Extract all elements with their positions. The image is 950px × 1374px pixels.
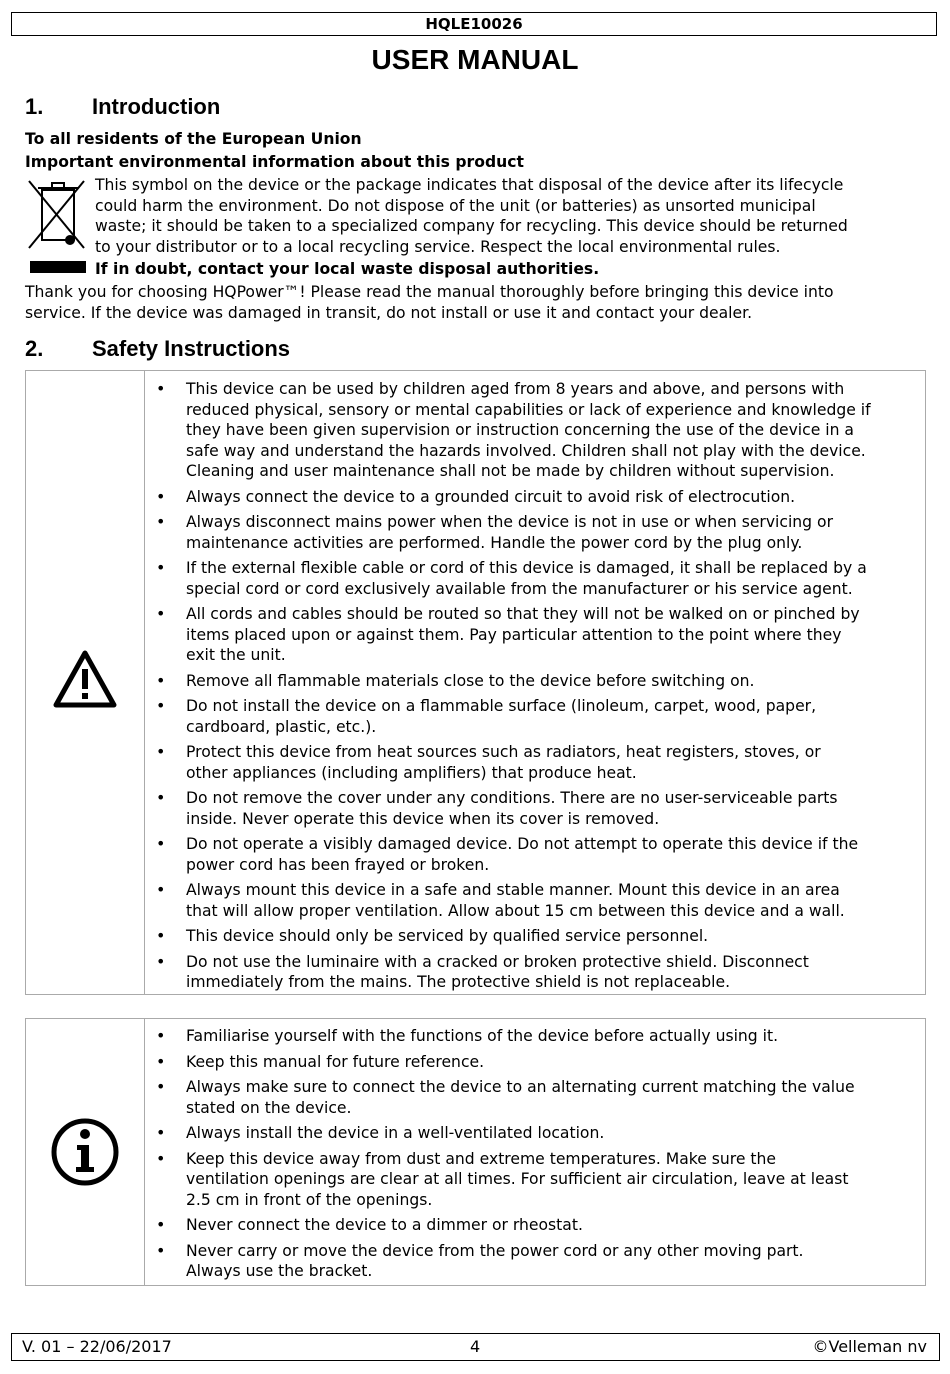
list-item (156, 379, 919, 482)
text-line: • Never carry or move the device from the power cord or any other moving part. (186, 1241, 804, 1260)
text-line: exit the unit. (186, 646, 286, 664)
copyright: ©Velleman nv (812, 1337, 927, 1356)
text-line: could harm the environment. Do not dispose of the unit (or batteries) as unsorted municipal (95, 196, 816, 215)
list-item (156, 926, 919, 947)
version-date: V. 01 – 22/06/2017 (22, 1337, 172, 1356)
crossed-out-bin-icon (26, 178, 88, 256)
page-footer (11, 1333, 940, 1361)
text-line: • Always connect the device to a grounded circuit to avoid risk of electrocution. (186, 487, 796, 506)
text-line: • Do not operate a visibly damaged device. Do not attempt to operate this device if the (186, 835, 859, 853)
page-number: 4 (470, 1337, 481, 1356)
text-line: Cleaning and user maintenance shall not be made by children without supervision. (186, 462, 835, 480)
text-line: Always use the bracket. (186, 1262, 373, 1280)
list-item (156, 952, 919, 993)
section-1-heading (25, 94, 220, 120)
info-list (156, 1026, 919, 1287)
list-item (156, 1077, 919, 1118)
text-line: safe way and understand the hazards involved. Children shall not play with the device. (186, 441, 866, 460)
list-item (156, 742, 919, 783)
list-item (156, 1052, 919, 1073)
page-header: HQLE10026 (11, 12, 937, 36)
text-line: inside. Never operate this device when its cover is removed. (186, 809, 660, 828)
list-item (156, 558, 919, 599)
text-line: 2.5 cm in front of the openings. (186, 1190, 433, 1209)
text-line: • Always install the device in a well-ventilated location. (186, 1124, 605, 1142)
text-line: • Remove all flammable materials close to the device before switching on. (186, 671, 755, 690)
thank-you-paragraph (25, 282, 833, 323)
column-divider (144, 371, 145, 994)
text-line: • Keep this manual for future reference. (186, 1052, 485, 1071)
list-item (156, 1026, 919, 1047)
text-line: • All cords and cables should be routed so that they will not be walked on or pinched by (186, 605, 860, 623)
text-line: Thank you for choosing HQPower™! Please read the manual thoroughly before bringing this device into (25, 283, 834, 301)
text-line: ventilation openings are clear at all times. For sufficient air circulation, leave at least (186, 1170, 849, 1188)
text-line: • Do not install the device on a flammable surface (linoleum, carpet, wood, paper, (186, 697, 817, 715)
info-circle-icon (50, 1117, 120, 1187)
text-line: service. If the device was damaged in transit, do not install or use it and contact your dealer. (25, 303, 753, 322)
text-line: • This device can be used by children aged from 8 years and above, and persons with (186, 380, 845, 398)
section-2-heading (25, 336, 290, 362)
text-line: power cord has been frayed or broken. (186, 855, 490, 874)
text-line: stated on the device. (186, 1098, 352, 1117)
list-item (156, 1241, 919, 1282)
weee-bar-symbol (30, 261, 86, 273)
text-line: maintenance activities are performed. Handle the power cord by the plug only. (186, 533, 803, 552)
list-item (156, 696, 919, 737)
column-divider (144, 1019, 145, 1285)
section-number: 2. (25, 336, 44, 361)
section-title: Introduction (92, 94, 221, 119)
list-item (156, 487, 919, 508)
text-line: • This device should only be serviced by qualified service personnel. (186, 927, 709, 945)
text-line: • Protect this device from heat sources such as radiators, heat registers, stoves, or (186, 743, 821, 761)
text-line: • Always make sure to connect the device to an alternating current matching the value (186, 1078, 855, 1096)
list-item (156, 1215, 919, 1236)
text-line: they have been given supervision or instruction concerning the use of the device in a (186, 421, 854, 439)
text-line: • Familiarise yourself with the functions of the device before actually using it. (186, 1027, 779, 1045)
text-line: • Always mount this device in a safe and stable manner. Mount this device in an area (186, 881, 840, 899)
doubt-notice: If in doubt, contact your local waste disposal authorities. (95, 260, 600, 278)
text-line: reduced physical, sensory or mental capabilities or lack of experience and knowledge if (186, 400, 871, 419)
list-item (156, 788, 919, 829)
text-line: • Do not remove the cover under any conditions. There are no user-serviceable parts (186, 789, 838, 807)
section-title: Safety Instructions (92, 336, 291, 361)
warning-triangle-icon (52, 649, 118, 709)
list-item (156, 512, 919, 553)
info-box (25, 1018, 926, 1286)
env-info-heading: Important environmental information about this product (25, 153, 524, 171)
text-line: • Always disconnect mains power when the device is not in use or when servicing or (186, 513, 833, 531)
list-item (156, 1123, 919, 1144)
text-line: cardboard, plastic, etc.). (186, 717, 377, 736)
warning-list (156, 379, 919, 998)
text-line: that will allow proper ventilation. Allow about 15 cm between this device and a wall. (186, 901, 845, 920)
warning-box (25, 370, 926, 995)
text-line: to your distributor or to a local recycling service. Respect the local environmental rules. (95, 237, 781, 256)
list-item (156, 671, 919, 692)
text-line: This symbol on the device or the package indicates that disposal of the device after its lifecycle (95, 176, 844, 194)
list-item (156, 880, 919, 921)
text-line: • Keep this device away from dust and extreme temperatures. Make sure the (186, 1149, 777, 1168)
list-item (156, 604, 919, 666)
text-line: items placed upon or against them. Pay particular attention to the point where they (186, 625, 842, 644)
text-line: waste; it should be taken to a specialized company for recycling. This device should be returned (95, 217, 848, 235)
text-line: special cord or cord exclusively available from the manufacturer or his service agent. (186, 579, 853, 598)
list-item (156, 1149, 919, 1211)
section-number: 1. (25, 94, 44, 119)
eu-residents-line: To all residents of the European Union (25, 130, 362, 148)
list-item (156, 834, 919, 875)
text-line: • Never connect the device to a dimmer or rheostat. (186, 1216, 583, 1234)
document-title: USER MANUAL (371, 44, 579, 75)
text-line: • Do not use the luminaire with a cracked or broken protective shield. Disconnect (186, 952, 809, 971)
text-line: other appliances (including amplifiers) that produce heat. (186, 763, 637, 782)
weee-paragraph (95, 175, 925, 257)
text-line: immediately from the mains. The protective shield is not replaceable. (186, 973, 731, 991)
text-line: • If the external flexible cable or cord of this device is damaged, it shall be replaced by a (186, 559, 867, 577)
